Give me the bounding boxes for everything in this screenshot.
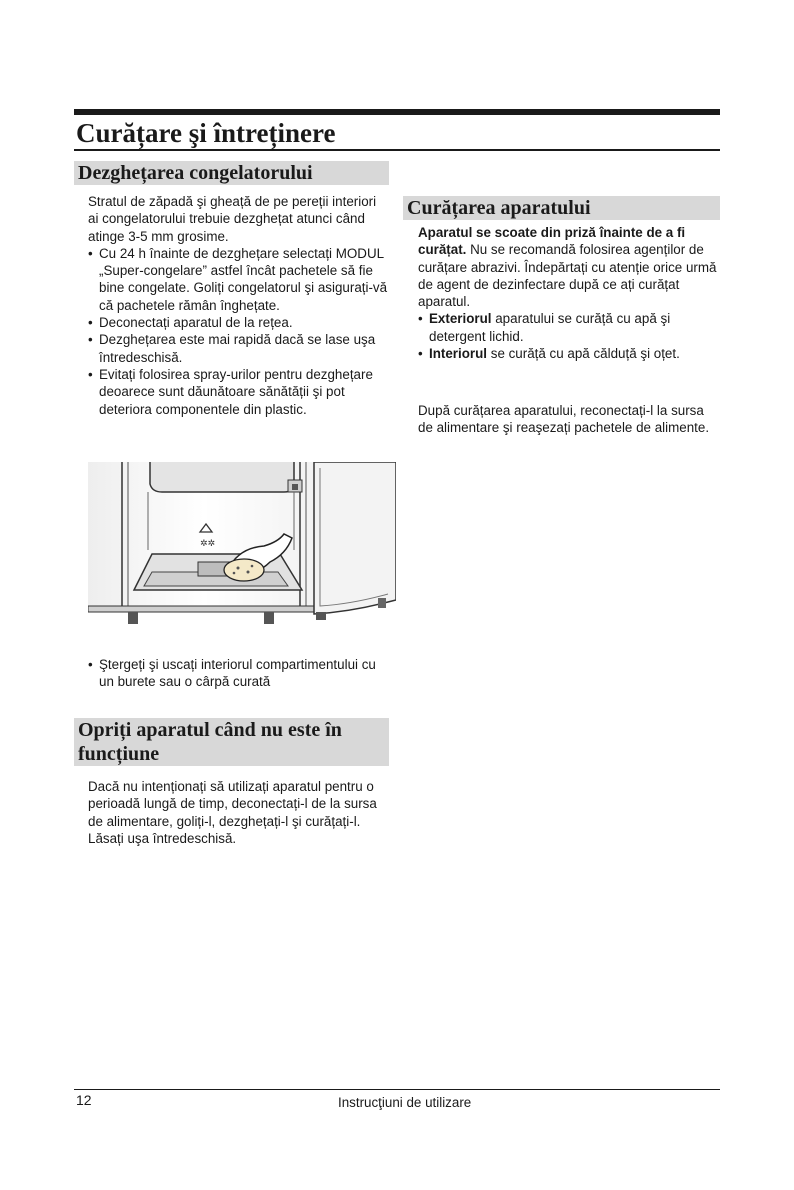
list-item-text: aparatului se curăță cu apă şi detergent lichid.	[429, 311, 671, 344]
cleaning-intro-rest: Nu se recomandă folosirea agenților de curățare abrazivi. Îndepărtați cu atenție orice urmă de agent de dezinfectare după ce ați curățat aparatul.	[418, 242, 717, 310]
footer-rule	[74, 1089, 720, 1090]
defrost-text	[88, 193, 388, 418]
svg-text:✲✲: ✲✲	[200, 539, 216, 549]
list-item-bold: Interiorul	[429, 346, 488, 362]
list-item	[418, 310, 718, 345]
freezer-wipe-icon	[88, 462, 396, 640]
cleaning-text	[418, 224, 718, 362]
cleaning-heading: Curățarea aparatului	[403, 196, 720, 220]
cleaning-intro-bold: Aparatul se scoate din priză înainte de a fi curățat.	[418, 225, 686, 258]
footer-text: Instrucţiuni de utilizare	[338, 1095, 472, 1110]
list-item: • Evitați folosirea spray-urilor pentru dezghețare deoarece sunt dăunătoare sănătății şi pot deteriora componentele din plastic.	[88, 366, 388, 418]
list-item-text: se curăță cu apă călduță şi oțet.	[487, 346, 680, 362]
cleaning-bullet-list	[418, 310, 718, 362]
off-text	[88, 778, 388, 847]
title-rule	[74, 149, 720, 151]
page-number: 12	[76, 1092, 92, 1108]
list-item: • Cu 24 h înainte de dezghețare selectați MODUL „Super-congelare” astfel încât pachetele să fie bine congelate. Goliți congelatorul şi asigurați-vă că pachetele rămân înghețate.	[88, 245, 388, 314]
defrost-intro: Stratul de zăpadă şi gheață de pe pereții interiori ai congelatorului trebuie dezghețat atunci când atinge 3-5 mm grosime.	[88, 194, 377, 244]
cleaning-intro	[418, 224, 718, 310]
list-item: • Deconectați aparatul de la rețea.	[88, 314, 388, 331]
list-item: • Dezghețarea este mai rapidă dacă se lase uşa întredeschisă.	[88, 331, 388, 366]
page-title: Curățare şi întreținere	[76, 118, 336, 148]
off-heading: Opriți aparatul când nu este în funcțiune	[74, 718, 389, 766]
after-figure-list	[88, 656, 388, 691]
list-item-bold: Exteriorul	[429, 311, 492, 327]
cleaning-after-paragraph: După curățarea aparatului, reconectați-l la sursa de alimentare şi reaşezați pachetele de alimente.	[418, 403, 710, 436]
defrost-heading: Dezghețarea congelatorului	[74, 161, 389, 185]
list-item	[418, 345, 718, 362]
list-item: • Ştergeți şi uscați interiorul compartimentului cu un burete sau o cârpă curată	[88, 656, 388, 691]
top-rule	[74, 109, 720, 115]
defrost-bullet-list	[88, 245, 388, 418]
defrost-after-figure	[88, 656, 388, 691]
freezer-wipe-illustration	[88, 462, 396, 640]
cleaning-after	[418, 402, 718, 437]
off-paragraph: Dacă nu intenționați să utilizați aparatul pentru o perioadă lungă de timp, deconectați-l de la sursa de alimentare, goliți-l, dezghețați-l şi curățați-l. Lăsați uşa întredeschisă.	[88, 779, 377, 846]
